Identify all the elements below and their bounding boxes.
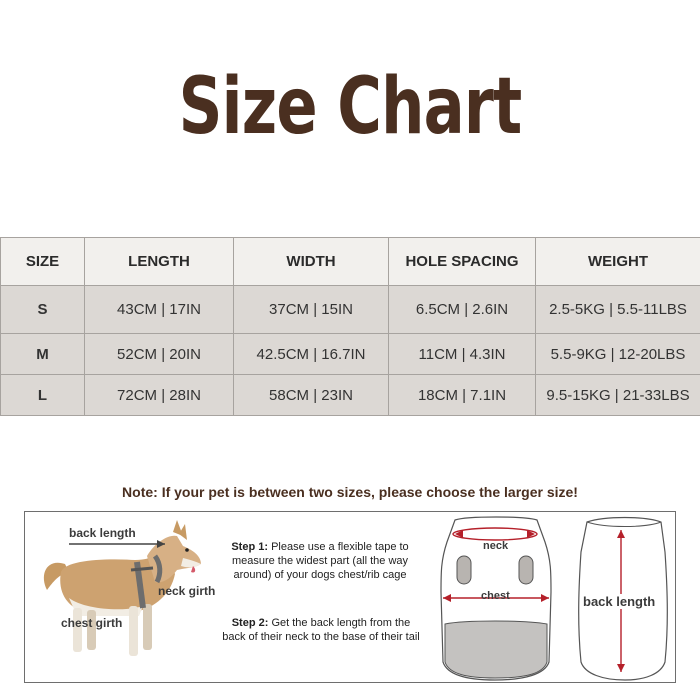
length-cell: 52CM | 20IN [85,334,234,375]
step-1-instruction [223,540,417,582]
step-2-text: Get the back length from the back of their neck to the base of their tail [222,617,420,643]
size-cell: L [1,375,85,416]
column-header: WIDTH [234,238,389,286]
column-header: LENGTH [85,238,234,286]
neck-girth-label: neck girth [158,584,216,598]
width-cell: 58CM | 23IN [234,375,389,416]
length-cell: 72CM | 28IN [85,375,234,416]
chest-girth-label: chest girth [61,616,123,630]
table-row [1,334,700,375]
size-cell: M [1,334,85,375]
table-header-row [1,238,700,286]
width-cell: 37CM | 15IN [234,286,389,334]
measuring-guide [24,511,676,683]
step-1-text: Please use a flexible tape to measure the widest part (all the way around) of your dogs chest/rib cage [231,541,409,581]
hole-spacing-cell: 18CM | 7.1IN [389,375,536,416]
column-header: HOLE SPACING [389,238,536,286]
size-table [0,237,700,416]
table-row [1,375,700,416]
length-cell: 43CM | 17IN [85,286,234,334]
weight-cell: 5.5-9KG | 12-20LBS [536,334,700,375]
hole-spacing-cell: 11CM | 4.3IN [389,334,536,375]
width-cell: 42.5CM | 16.7IN [234,334,389,375]
hole-spacing-cell: 6.5CM | 2.6IN [389,286,536,334]
chest-label: chest [481,590,510,602]
page-title: Size Chart [178,62,522,152]
step-2-instruction [221,616,421,644]
column-header: SIZE [1,238,85,286]
weight-cell: 9.5-15KG | 21-33LBS [536,375,700,416]
step-1-label: Step 1: [231,541,269,553]
back-length-label: back length [69,526,136,540]
size-note: Note: If your pet is between two sizes, please choose the larger size! [122,484,578,500]
neck-label: neck [483,540,509,552]
garment-back-length-label: back length [583,594,656,609]
column-header: WEIGHT [536,238,700,286]
table-row [1,286,700,334]
size-cell: S [1,286,85,334]
step-2-label: Step 2: [231,617,269,629]
weight-cell: 2.5-5KG | 5.5-11LBS [536,286,700,334]
